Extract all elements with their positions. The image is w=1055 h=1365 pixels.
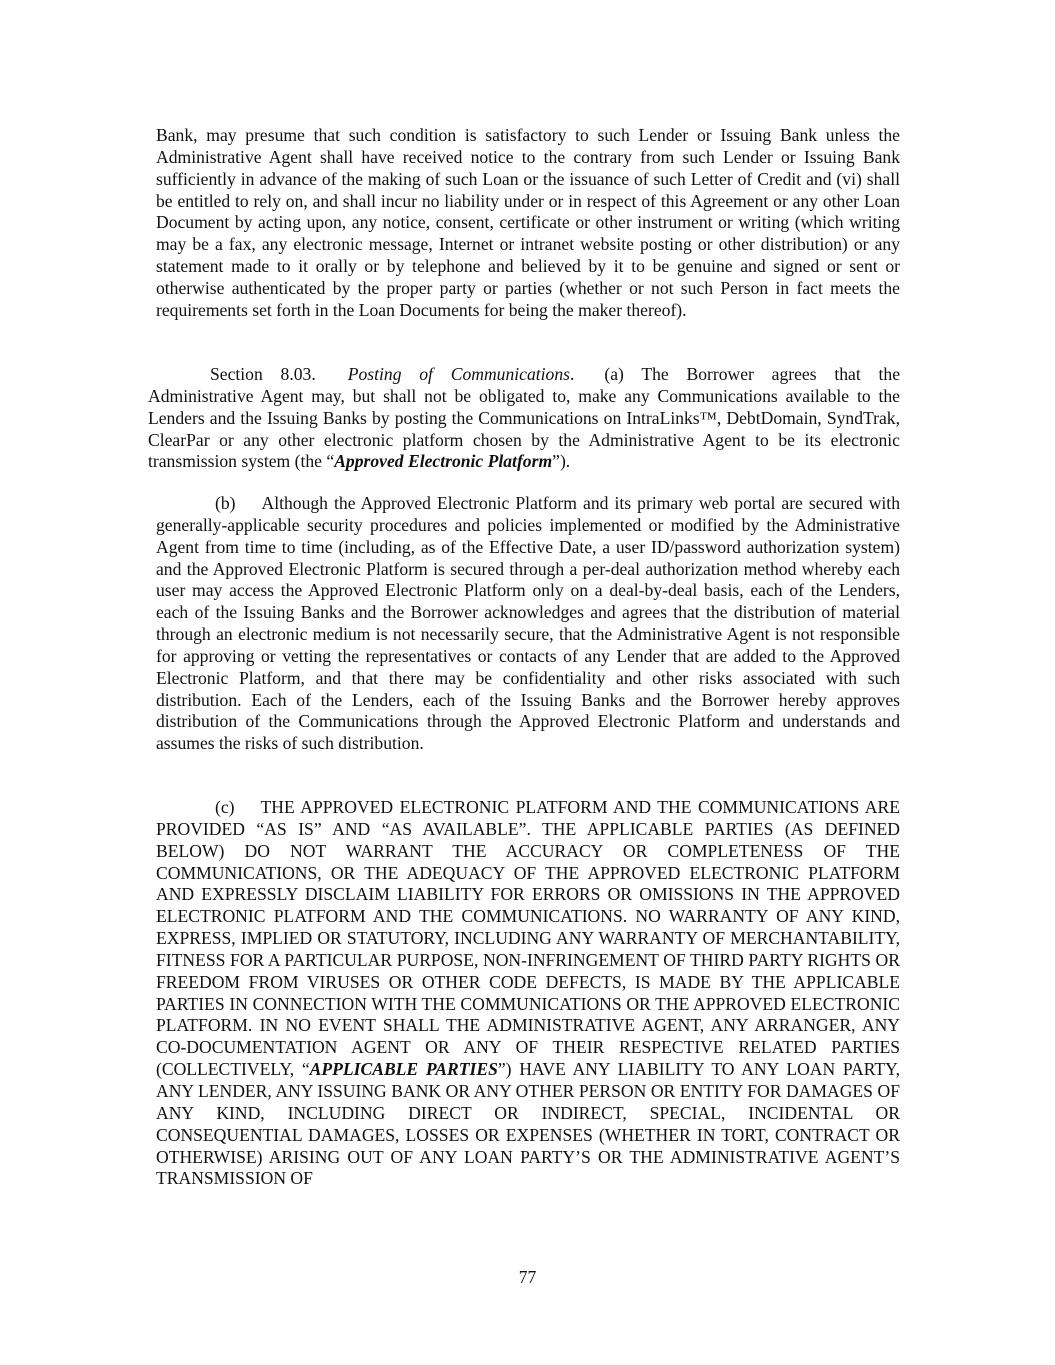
section-number: Section 8.03.	[210, 364, 316, 384]
paragraph-c-text-before: THE APPROVED ELECTRONIC PLATFORM AND THE COMMUNICATIONS ARE PROVIDED “AS IS” AND “AS AVAILABLE”. THE APPLICABLE PARTIES (AS DEFINED BELOW) DO NOT WARRANT THE ACCURACY OR COMPLETENESS OF THE COMMUNICATIONS, OR THE ADEQUACY OF THE APPROVED ELECTRONIC PLATFORM AND EXPRESSLY DISCLAIM LIABILITY FOR ERRORS OR OMISSIONS IN THE APPROVED ELECTRONIC PLATFORM AND THE COMMUNICATIONS. NO WARRANTY OF ANY KIND, EXPRESS, IMPLIED OR STATUTORY, INCLUDING ANY WARRANTY OF MERCHANTABILITY, FITNESS FOR A PARTICULAR PURPOSE, NON-INFRINGEMENT OF THIRD PARTY RIGHTS OR FREEDOM FROM VIRUSES OR OTHER CODE DEFECTS, IS MADE BY THE APPLICABLE PARTIES IN CONNECTION WITH THE COMMUNICATIONS OR THE APPROVED ELECTRONIC PLATFORM. IN NO EVENT SHALL THE ADMINISTRATIVE AGENT, ANY ARRANGER, ANY CO-DOCUMENTATION AGENT OR ANY OF THEIR RESPECTIVE RELATED PARTIES (COLLECTIVELY, “	[156, 797, 900, 1080]
paragraph-b-label: (b)	[215, 493, 236, 513]
paragraph-c	[156, 797, 900, 1190]
section-caption-end: .	[569, 364, 575, 384]
section-text-before: (a) The Borrower agrees that the Administrative Agent may, but shall not be obligated to, make any Communications available to the Lenders and the Issuing Banks by posting the Communications on IntraLinks™, DebtDomain, SyndTrak, ClearPar or any other electronic platform chosen by the Administrative Agent to be its electronic transmission system (the “	[148, 364, 900, 472]
paragraph-c-text-after: ”) HAVE ANY LIABILITY TO ANY LOAN PARTY, ANY LENDER, ANY ISSUING BANK OR ANY OTHER PERSON OR ENTITY FOR DAMAGES OF ANY KIND, INCLUDING DIRECT OR INDIRECT, SPECIAL, INCIDENTAL OR CONSEQUENTIAL DAMAGES, LOSSES OR EXPENSES (WHETHER IN TORT, CONTRACT OR OTHERWISE) ARISING OUT OF ANY LOAN PARTY’S OR THE ADMINISTRATIVE AGENT’S TRANSMISSION OF	[156, 1059, 900, 1189]
section-text-after: ”).	[552, 451, 571, 472]
paragraph-continuation: Bank, may presume that such condition is satisfactory to such Lender or Issuing Bank unless the Administrative Agent shall have received notice to the contrary from such Lender or Issuing Bank sufficiently in advance of the making of such Loan or the issuance of such Letter of Credit and (vi) shall be entitled to rely on, and shall incur no liability under or in respect of this Agreement or any other Loan Document by acting upon, any notice, consent, certificate or other instrument or writing (which writing may be a fax, any electronic message, Internet or intranet website posting or other distribution) or any statement made to it orally or by telephone and believed by it to be genuine and signed or sent or otherwise authenticated by the proper party or parties (whether or not such Person in fact meets the requirements set forth in the Loan Documents for being the maker thereof).	[156, 125, 900, 320]
paragraph-b	[156, 493, 900, 755]
defined-term-applicable-parties: APPLICABLE PARTIES	[309, 1059, 498, 1080]
section-caption: Posting of Communications	[347, 364, 570, 384]
section-8-03-paragraph-a	[148, 364, 900, 473]
paragraph-c-label: (c)	[215, 797, 235, 817]
page-number: 77	[518, 1267, 537, 1287]
defined-term-approved-electronic-platform: Approved Electronic Platform	[334, 451, 553, 472]
paragraph-b-text: Although the Approved Electronic Platform and its primary web portal are secured with generally-applicable security procedures and policies implemented or modified by the Administrative Agent from time to time (including, as of the Effective Date, a user ID/password authorization system) and the Approved Electronic Platform is secured through a per-deal authorization method whereby each user may access the Approved Electronic Platform only on a deal-by-deal basis, each of the Lenders, each of the Issuing Banks and the Borrower acknowledges and agrees that the distribution of material through an electronic medium is not necessarily secure, that the Administrative Agent is not responsible for approving or vetting the representatives or contacts of any Lender that are added to the Approved Electronic Platform, and that there may be confidentiality and other risks associated with such distribution. Each of the Lenders, each of the Issuing Banks and the Borrower hereby approves distribution of the Communications through the Approved Electronic Platform and understands and assumes the risks of such distribution.	[156, 493, 900, 754]
